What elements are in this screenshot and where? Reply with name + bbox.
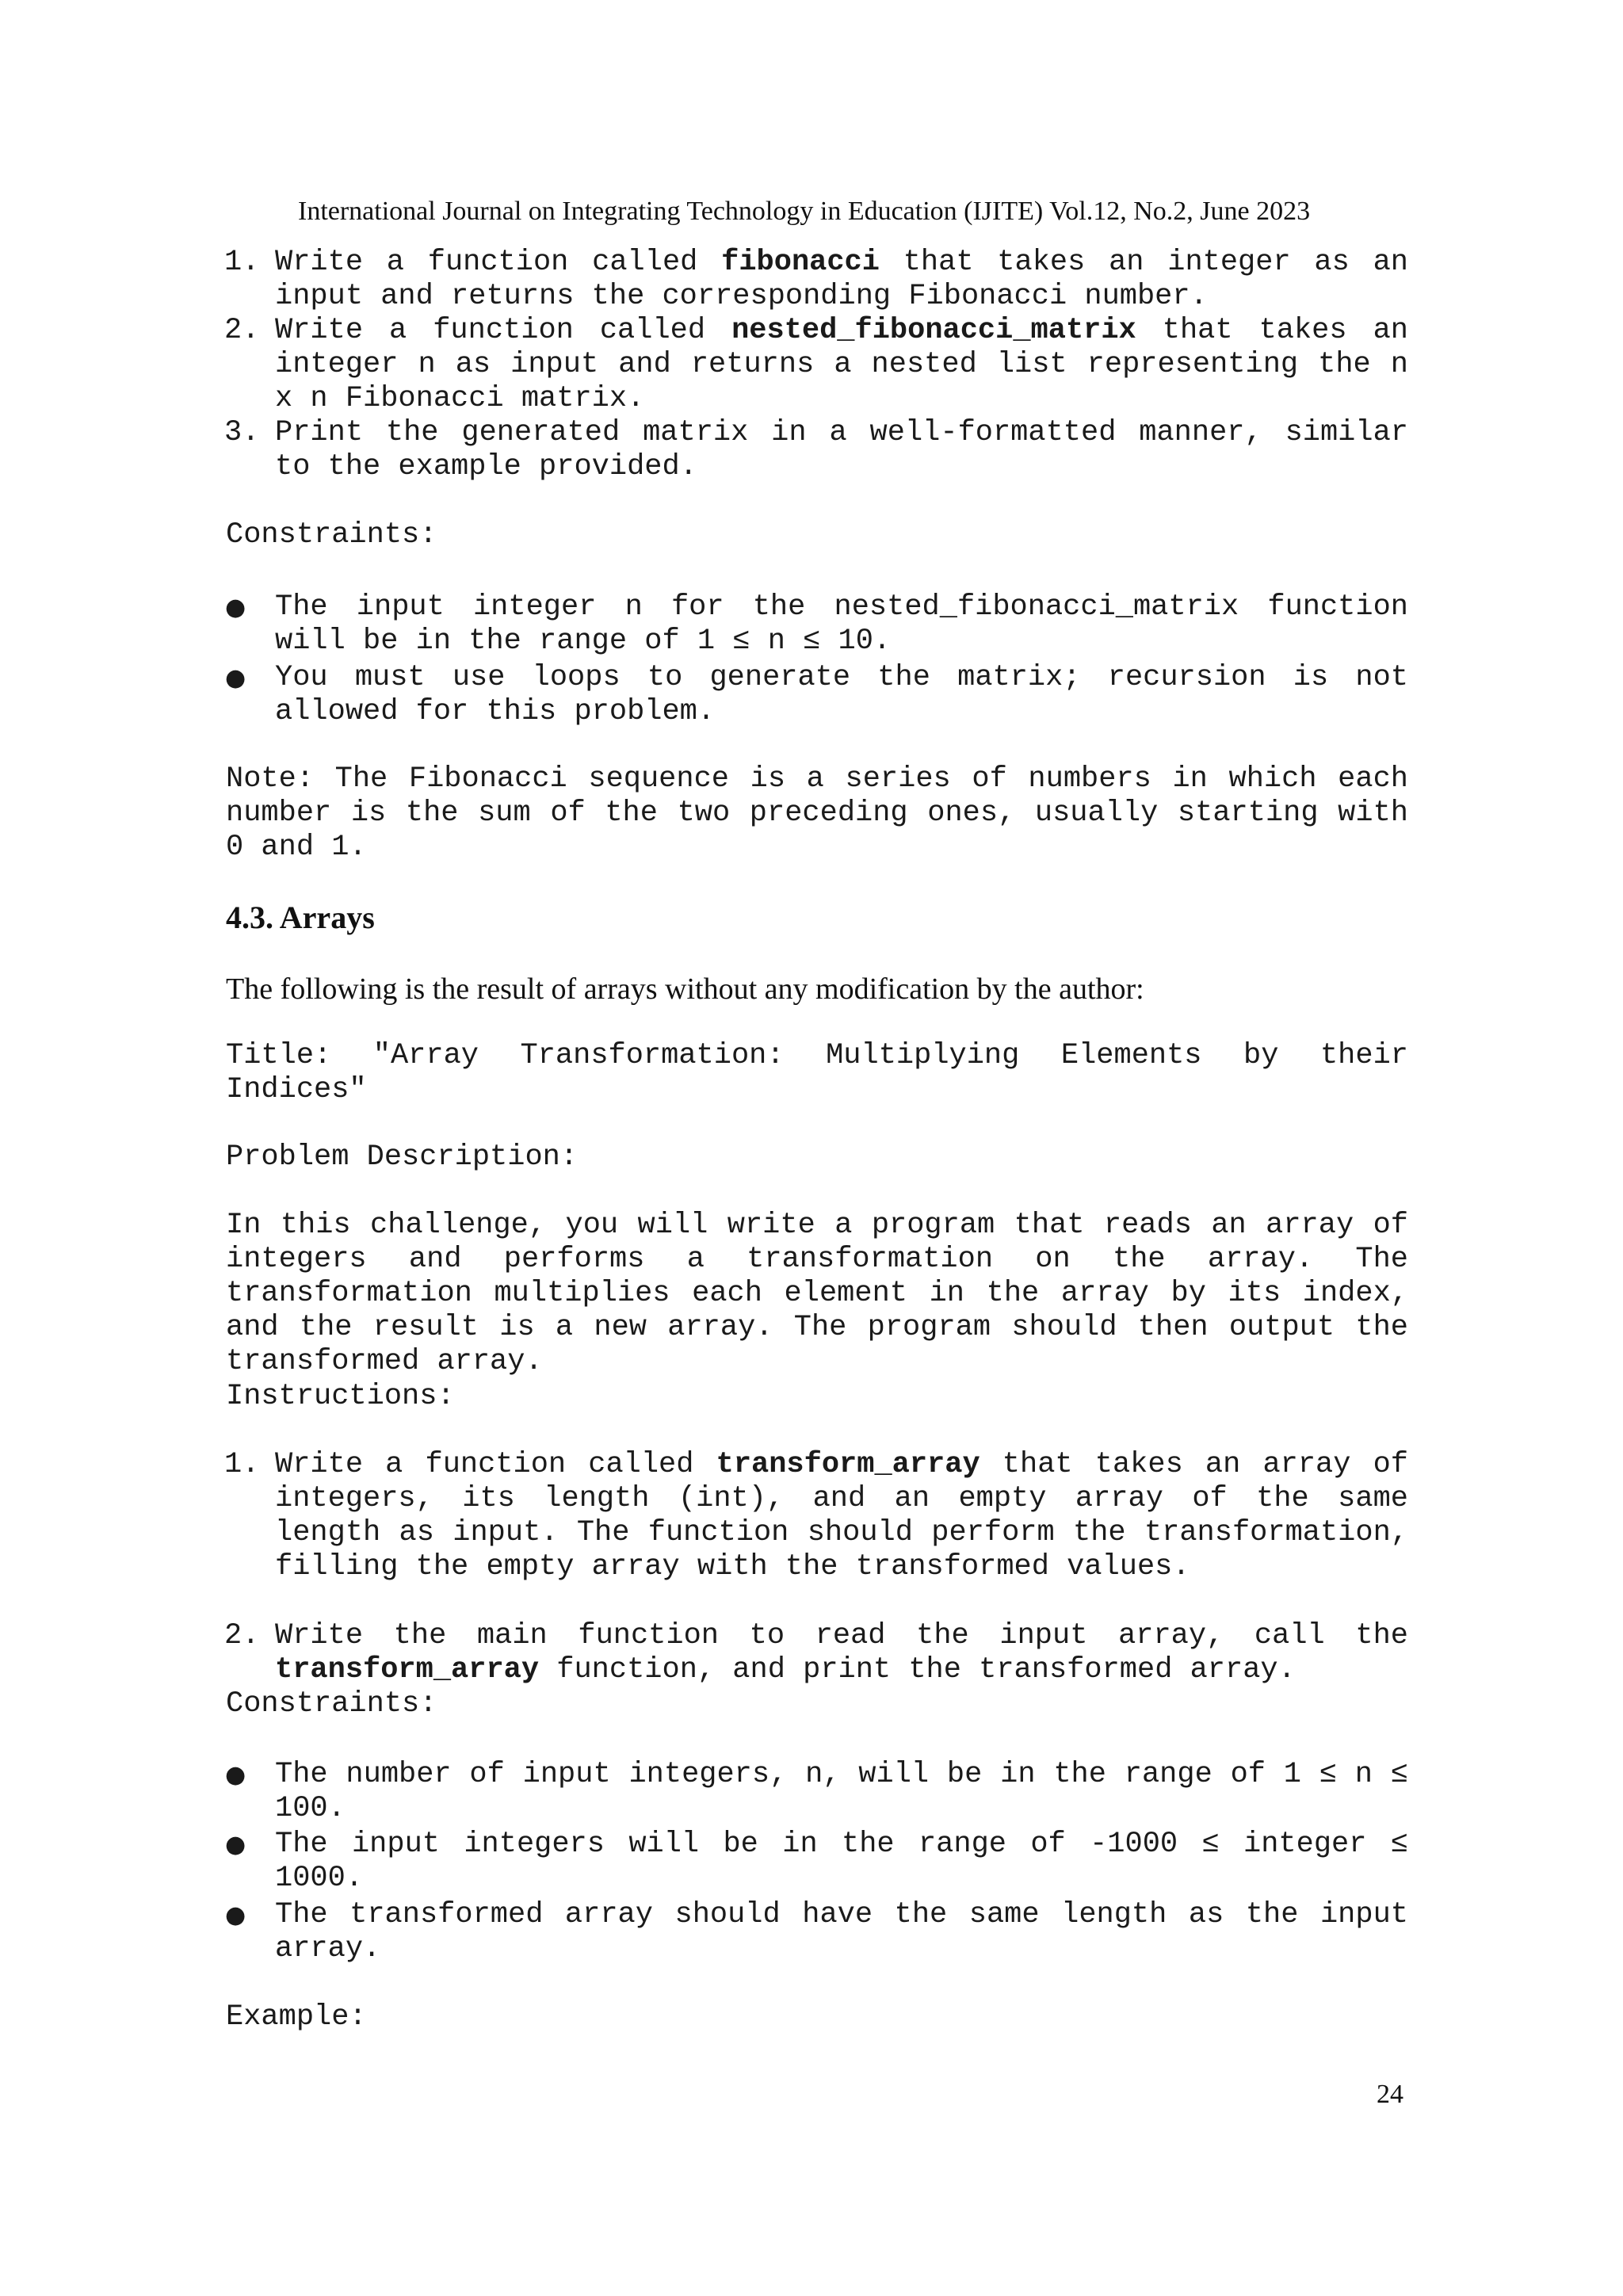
list-item: ● The number of input integers, n, will be in the range of 1 ≤ n ≤ 100.: [225, 1758, 1408, 1825]
function-name: transform_array: [275, 1653, 540, 1687]
list-item: 1. Write a function called fibonacci that takes an integer as an input and returns the corresponding Fibonacci number.: [224, 246, 1409, 313]
constraints-label: Constraints:: [226, 1687, 437, 1721]
list-number: 2.: [224, 314, 260, 347]
list-item: ● The input integers will be in the range of -1000 ≤ integer ≤ 1000.: [225, 1828, 1408, 1895]
instructions-label: Instructions:: [226, 1380, 455, 1413]
function-name: nested_fibonacci_matrix: [731, 314, 1136, 347]
list-item: 2. Write the main function to read the input array, call the transform_array function, and print the transformed array.: [224, 1619, 1408, 1687]
list-number: 1.: [224, 1448, 260, 1481]
list-item: 1. Write a function called transform_array that takes an array of integers, its length (int), and an empty array of the same length as input. The function should perform the transformation, filling the empty array with the transformed values.: [224, 1448, 1408, 1584]
problem-title: Title: "Array Transformation: Multiplying Elements by their Indices": [226, 1039, 1408, 1106]
list-number: 1.: [224, 246, 260, 279]
section-intro: The following is the result of arrays without any modification by the author:: [226, 972, 1144, 1006]
bullet-icon: ●: [225, 664, 246, 692]
section-heading: 4.3. Arrays: [226, 900, 375, 935]
list-item: ● The transformed array should have the same length as the input array.: [225, 1898, 1408, 1966]
list-item: ● The input integer n for the nested_fibonacci_matrix function will be in the range of 1 ≤ n ≤ 10.: [225, 590, 1408, 658]
bullet-icon: ●: [225, 1831, 246, 1859]
constraints-label: Constraints:: [226, 518, 437, 552]
list-item: 3. Print the generated matrix in a well-formatted manner, similar to the example provided.: [224, 416, 1408, 483]
page-number: 24: [1377, 2080, 1403, 2109]
list-number: 3.: [224, 416, 260, 449]
example-label: Example:: [226, 2000, 367, 2034]
journal-header: International Journal on Integrating Technology in Education (IJITE) Vol.12, No.2, June 2023: [298, 197, 1311, 226]
list-item: ● You must use loops to generate the matrix; recursion is not allowed for this problem.: [225, 661, 1408, 728]
bullet-icon: ●: [225, 1901, 246, 1929]
problem-description: In this challenge, you will write a program that reads an array of integers and performs a transformation on the array. The transformation multiplies each element in the array by its index, and the result is a new array. The program should then output the transformed array.: [226, 1209, 1408, 1378]
function-name: fibonacci: [721, 246, 880, 279]
list-item: 2. Write a function called nested_fibonacci_matrix that takes an integer n as input and returns a nested list representing the n x n Fibonacci matrix.: [224, 314, 1409, 415]
function-name: transform_array: [716, 1448, 980, 1481]
bullet-icon: ●: [225, 1761, 246, 1789]
list-number: 2.: [224, 1619, 260, 1652]
note-paragraph: Note: The Fibonacci sequence is a series of numbers in which each number is the sum of the two preceding ones, usually starting with 0 and 1.: [226, 762, 1408, 864]
problem-label: Problem Description:: [226, 1140, 579, 1174]
bullet-icon: ●: [225, 594, 246, 621]
